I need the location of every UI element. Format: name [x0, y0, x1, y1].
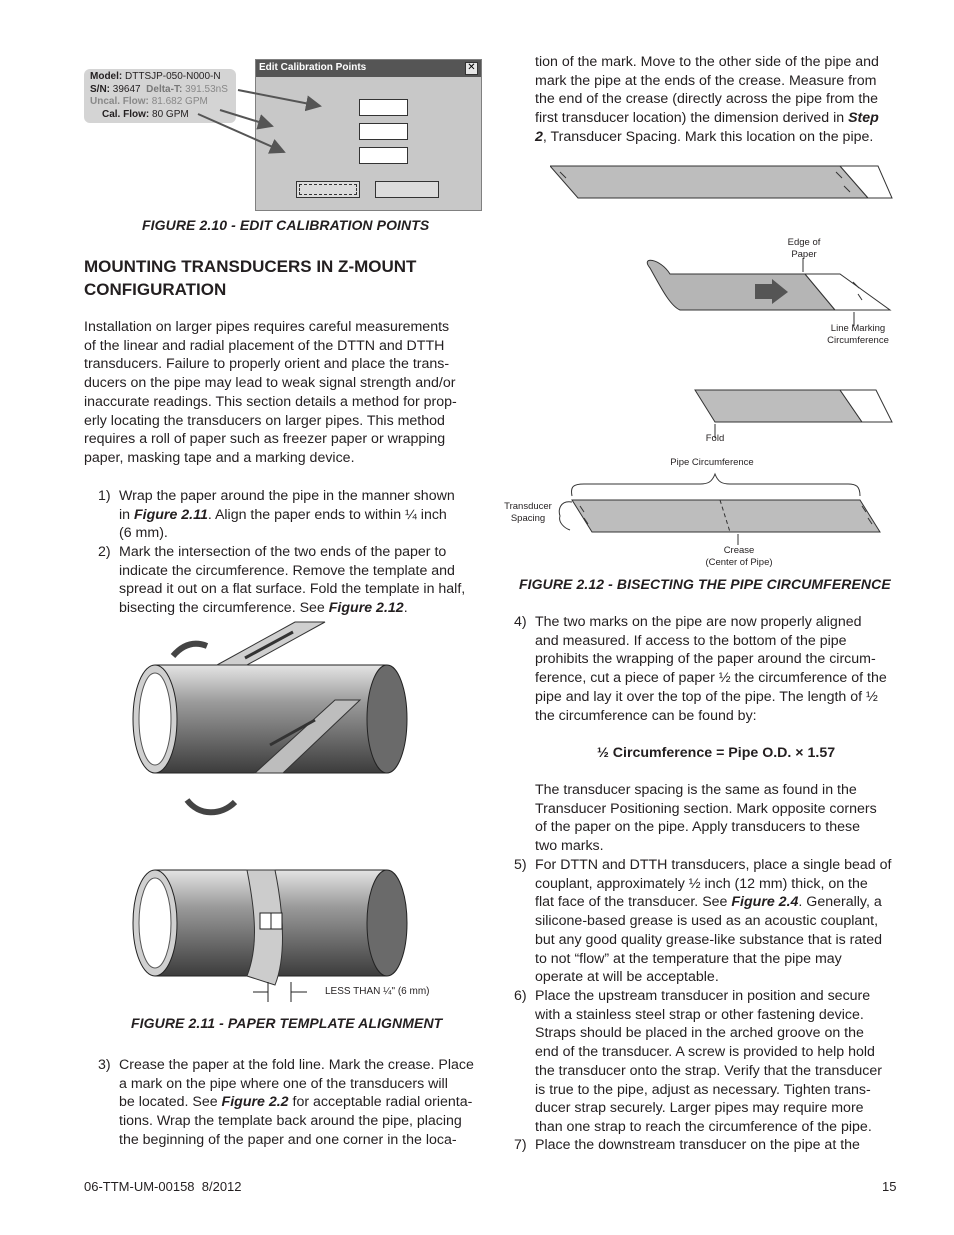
figure-2-11-ref: Figure 2.11	[133, 506, 208, 523]
circumference-formula: ½ Circumference = Pipe O.D. × 1.57	[597, 745, 836, 761]
close-icon[interactable]: ✕	[465, 62, 478, 75]
figure-2-11-caption: FIGURE 2.11 - PAPER TEMPLATE ALIGNMENT	[131, 1015, 443, 1031]
cancel-button[interactable]	[375, 181, 439, 198]
figure-2-10-caption: FIGURE 2.10 - EDIT CALIBRATION POINTS	[142, 217, 430, 233]
bisecting-illustration	[550, 160, 900, 545]
dialog-title: Edit Calibration Points	[259, 62, 367, 73]
step-4-paragraph-2: The transducer spacing is the same as found in the Transducer Positioning section. Mark opposite corners of the paper on the pipe. Apply transducers to these two marks.	[535, 782, 877, 855]
meter-tooltip: Model: DTTSJP-050-N000-N S/N: 39647 Delta-T: 391.53nS Uncal. Flow: 81.682 GPM Cal. Flow: 80 GPM	[84, 69, 236, 123]
intro-paragraph: Installation on larger pipes requires careful measurements of the linear and radial placement of the DTTN and DTTH transducers. Failure to properly orient and place the trans- ducers on the pipe may lead to weak signal strength and/or inaccurate readings. This section details a method for prop- erly locating the transducers on larger pipes. This method requires a roll of paper such as freezer paper or wrapping paper, masking tape and a marking device.	[84, 319, 457, 466]
crease-label: Crease (Center of Pipe)	[705, 545, 773, 568]
dialog-title-bar	[256, 60, 481, 77]
figure-2-12-caption: FIGURE 2.12 - BISECTING THE PIPE CIRCUMFERENCE	[519, 576, 891, 592]
fold-label: Fold	[705, 433, 725, 444]
figure-2-4-ref: Figure 2.4	[731, 894, 799, 911]
line-marking-label: Line Marking Circumference	[827, 323, 889, 346]
calibration-field-2[interactable]	[359, 123, 408, 140]
footer-doc-id: 06-TTM-UM-00158 8/2012	[84, 1179, 242, 1194]
callout-arrows	[180, 80, 340, 170]
page-number: 15	[882, 1179, 897, 1194]
edge-of-paper-label: Edge of Paper	[787, 237, 821, 260]
calibration-field-3[interactable]	[359, 147, 408, 164]
gap-label: LESS THAN ¼" (6 mm)	[325, 986, 430, 997]
step-3-continued: tion of the mark. Move to the other side of the pipe and mark the pipe at the ends of the crease. Measure from the end of the crease (directly across the pipe from the first transducer location) the dimension derived in Step 2, Transducer Spacing. Mark this location on the pipe.	[535, 54, 879, 145]
figure-2-2-ref: Figure 2.2	[221, 1094, 289, 1111]
figure-2-12-ref: Figure 2.12	[328, 600, 404, 617]
paper-template-illustration	[125, 620, 445, 1005]
ok-button[interactable]	[296, 181, 360, 198]
section-heading: MOUNTING TRANSDUCERS IN Z-MOUNT CONFIGURATION	[84, 257, 417, 299]
pipe-circumference-label: Pipe Circumference	[670, 457, 754, 468]
calibration-field-1[interactable]	[359, 99, 408, 116]
step-2-ref: Step	[848, 110, 879, 127]
transducer-spacing-label: Transducer Spacing	[504, 501, 552, 524]
